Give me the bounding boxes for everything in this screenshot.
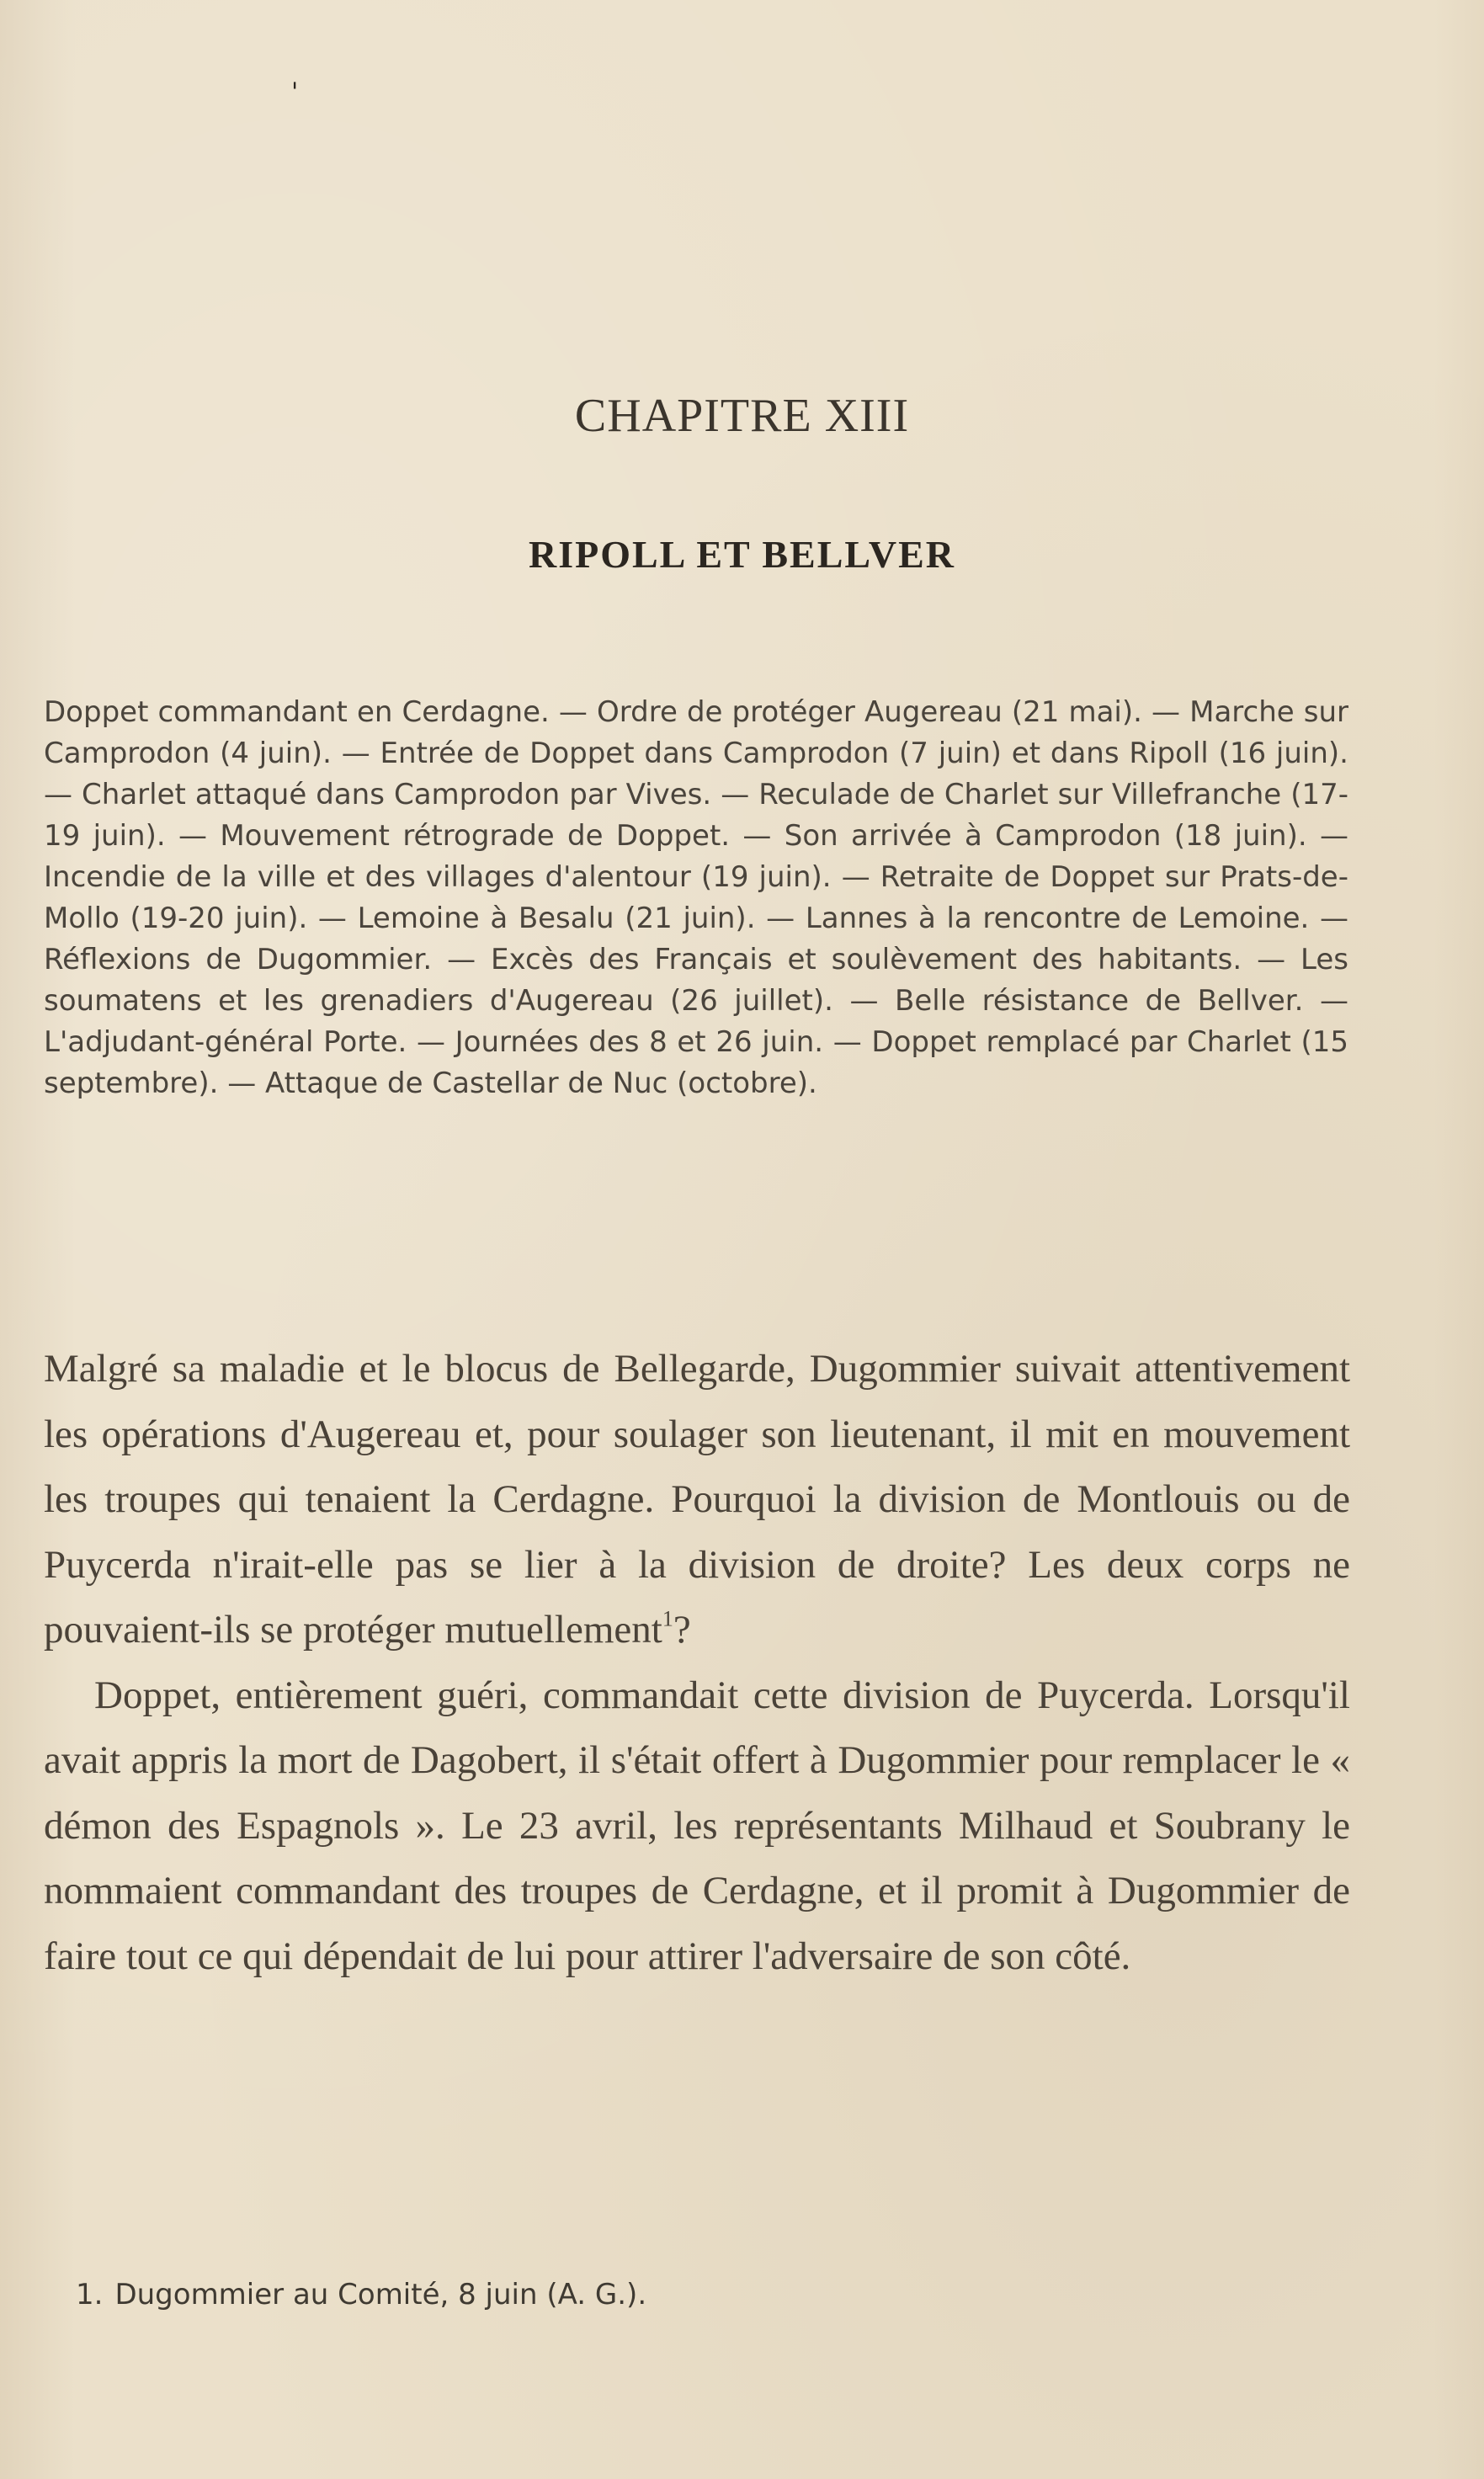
footnote-number: 1. xyxy=(76,2278,104,2311)
footnote-text: Dugommier au Comité, 8 juin (A. G.). xyxy=(114,2278,647,2311)
footnote-reference: 1 xyxy=(662,1606,673,1631)
paragraph-2: Doppet, entièrement guéri, commandait cette division de Puycerda. Lorsqu'il avait appris la mort de Dagobert, il s'était offert à Dugommier pour remplacer le « démon des Espagnols ». Le 23 avril, les représentants Milhaud et Soubrany le nommaient commandant des troupes de Cerdagne, et il promit à Dugommier de faire tout ce qui dépendait de lui pour attirer l'adversaire de son côté. xyxy=(44,1673,1350,1978)
stray-ink-mark: ' xyxy=(291,77,299,107)
paragraph-1 xyxy=(44,1337,1350,1663)
chapter-summary: Doppet commandant en Cerdagne. — Ordre de protéger Augereau (21 mai). — Marche sur Camprodon (4 juin). — Entrée de Doppet dans Camprodon (7 juin) et dans Ripoll (16 juin). — Charlet attaqué dans Camprodon par Vives. — Reculade de Charlet sur Villefranche (17-19 juin). — Mouvement rétrograde de Doppet. — Son arrivée à Camprodon (18 juin). — Incendie de la ville et des villages d'alentour (19 juin). — Retraite de Doppet sur Prats-de-Mollo (19-20 juin). — Lemoine à Besalu (21 juin). — Lannes à la rencontre de Lemoine. — Réflexions de Dugommier. — Excès des Français et soulèvement des habitants. — Les soumatens et les grenadiers d'Augereau (26 juillet). — Belle résistance de Bellver. — L'adjudant-général Porte. — Journées des 8 et 26 juin. — Doppet remplacé par Charlet (15 septembre). — Attaque de Castellar de Nuc (octobre). xyxy=(44,695,1348,1100)
chapter-heading: CHAPITRE XIII xyxy=(574,390,910,442)
body-text xyxy=(44,1337,1350,1989)
paragraph-1-end: ? xyxy=(673,1608,691,1652)
chapter-title: RIPOLL ET BELLVER xyxy=(529,533,955,576)
paragraph-1-text: Malgré sa maladie et le blocus de Bellegarde, Dugommier suivait attentivement les opérations d'Augereau et, pour soulager son lieutenant, il mit en mouvement les troupes qui tenaient la Cerdagne. Pourquoi la division de Montlouis ou de Puycerda n'irait-elle pas se lier à la division de droite? Les deux corps ne pouvaient-ils se protéger mutuellement xyxy=(44,1347,1350,1652)
footnote xyxy=(76,2278,1254,2311)
